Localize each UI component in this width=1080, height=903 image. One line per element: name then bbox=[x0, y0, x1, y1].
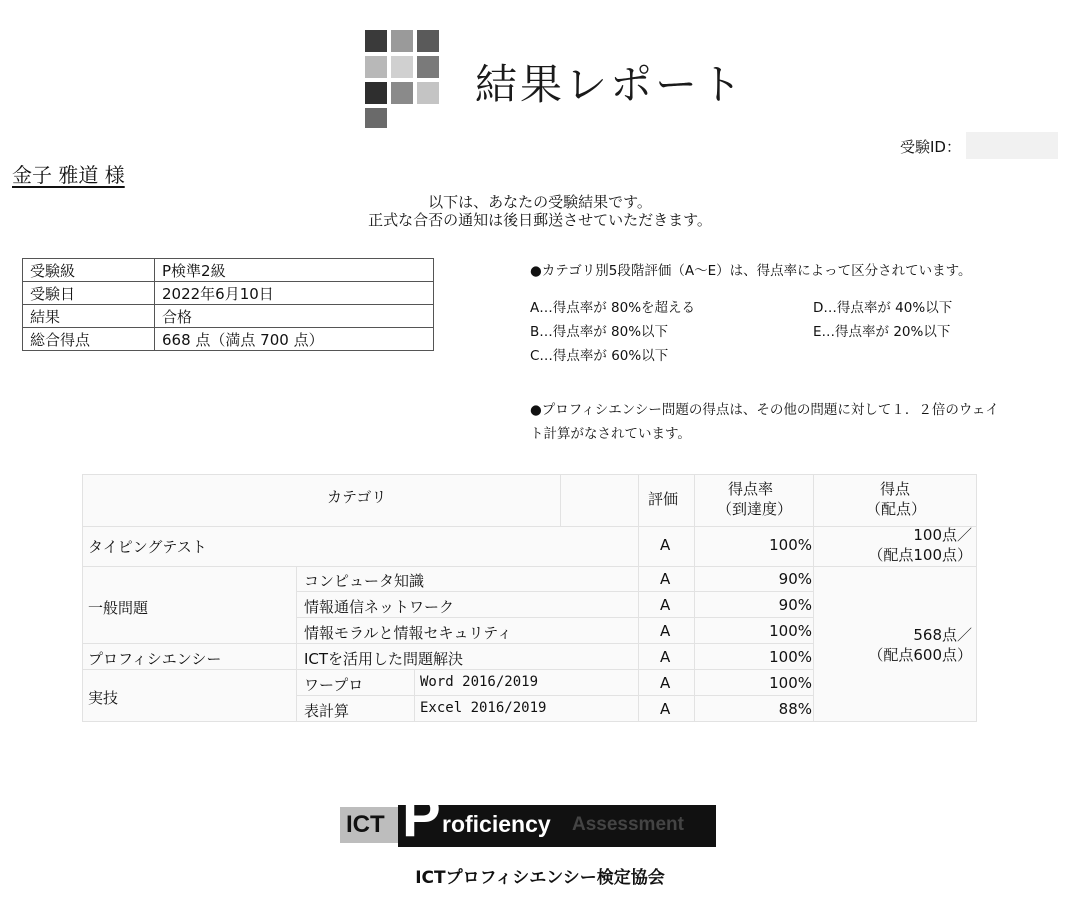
grade-item-d: D…得点率が 40%以下 bbox=[813, 300, 953, 316]
others-points-line-2: （配点600点） bbox=[868, 646, 972, 664]
row-rate: 90% bbox=[778, 596, 812, 614]
grade-item-b: B…得点率が 80%以下 bbox=[530, 324, 669, 340]
typing-points-line-1: 100点／ bbox=[913, 526, 972, 544]
row-grade: A bbox=[660, 570, 671, 588]
summary-row bbox=[23, 305, 434, 328]
summary-value: 668 点（満点 700 点） bbox=[155, 328, 434, 351]
row-rate: 100% bbox=[769, 622, 812, 640]
ict-proficiency-assessment-logo bbox=[340, 784, 716, 849]
others-points-line-1: 568点／ bbox=[913, 626, 972, 644]
logo-p-letter: P bbox=[402, 784, 441, 849]
header-category: カテゴリ bbox=[327, 488, 387, 506]
row-sub-category: 表計算 bbox=[304, 702, 350, 720]
row-sub-category: コンピュータ知識 bbox=[304, 572, 425, 590]
group-practical: 実技 bbox=[88, 689, 119, 707]
summary-row bbox=[23, 282, 434, 305]
group-proficiency: プロフィシエンシー bbox=[88, 650, 222, 668]
organization-name: ICTプロフィシエンシー検定協会 bbox=[415, 868, 665, 888]
summary-value: P検準2級 bbox=[155, 259, 434, 282]
summary-label: 受験級 bbox=[23, 259, 155, 282]
header-grade: 評価 bbox=[648, 490, 679, 508]
grade-item-a: A…得点率が 80%を超える bbox=[530, 300, 696, 316]
typing-test-label: タイピングテスト bbox=[88, 538, 207, 556]
grading-note-title: ●カテゴリ別5段階評価（A〜E）は、得点率によって区分されています。 bbox=[530, 263, 972, 279]
candidate-name: 金子 雅道 様 bbox=[12, 163, 125, 187]
row-software: Word 2016/2019 bbox=[420, 674, 539, 690]
row-sub-category: 情報モラルと情報セキュリティ bbox=[304, 624, 513, 642]
row-rate: 88% bbox=[778, 700, 812, 718]
row-rate: 100% bbox=[769, 674, 812, 692]
exam-id-redacted bbox=[966, 132, 1058, 159]
row-rate: 100% bbox=[769, 648, 812, 666]
row-sub-category: ワープロ bbox=[304, 676, 364, 694]
grade-item-c: C…得点率が 60%以下 bbox=[530, 348, 669, 364]
exam-id-label: 受験ID： bbox=[900, 138, 961, 156]
report-title: 結果レポート bbox=[475, 60, 746, 109]
row-grade: A bbox=[660, 700, 671, 718]
row-grade: A bbox=[660, 596, 671, 614]
logo-roficiency-text: roficiency bbox=[442, 811, 551, 837]
row-grade: A bbox=[660, 674, 671, 692]
row-sub-category: ICTを活用した問題解決 bbox=[304, 650, 464, 668]
group-general: 一般問題 bbox=[88, 599, 149, 617]
summary-table bbox=[22, 258, 434, 351]
score-table bbox=[82, 474, 977, 722]
row-sub-category: 情報通信ネットワーク bbox=[304, 598, 455, 616]
typing-rate: 100% bbox=[769, 536, 812, 554]
typing-points-line-2: （配点100点） bbox=[868, 546, 972, 564]
row-grade: A bbox=[660, 622, 671, 640]
grade-item-e: E…得点率が 20%以下 bbox=[813, 324, 951, 340]
summary-label: 受験日 bbox=[23, 282, 155, 305]
logo-assessment-text: Assessment bbox=[572, 814, 684, 835]
typing-grade: A bbox=[660, 536, 671, 554]
header-points-line-1: 得点 bbox=[880, 480, 911, 498]
summary-value: 合格 bbox=[155, 305, 434, 328]
header-points-line-2: （配点） bbox=[866, 500, 927, 518]
header-rate-line-2: （到達度） bbox=[717, 500, 793, 518]
summary-value: 2022年6月10日 bbox=[155, 282, 434, 305]
summary-label: 総合得点 bbox=[23, 328, 155, 351]
row-software: Excel 2016/2019 bbox=[420, 700, 547, 716]
row-grade: A bbox=[660, 648, 671, 666]
summary-row bbox=[23, 328, 434, 351]
header-rate-line-1: 得点率 bbox=[728, 480, 774, 498]
intro-line-1: 以下は、あなたの受験結果です。 bbox=[428, 193, 652, 211]
intro-line-2: 正式な合否の通知は後日郵送させていただきます。 bbox=[368, 211, 712, 229]
report-logo-mosaic bbox=[365, 30, 439, 128]
weight-note-line-2: ト計算がなされています。 bbox=[530, 426, 691, 442]
summary-label: 結果 bbox=[23, 305, 155, 328]
logo-ict-text: ICT bbox=[346, 811, 385, 838]
weight-note-line-1: ●プロフィシエンシー問題の得点は、その他の問題に対して１．２倍のウェイ bbox=[530, 402, 999, 418]
summary-row bbox=[23, 259, 434, 282]
row-rate: 90% bbox=[778, 570, 812, 588]
